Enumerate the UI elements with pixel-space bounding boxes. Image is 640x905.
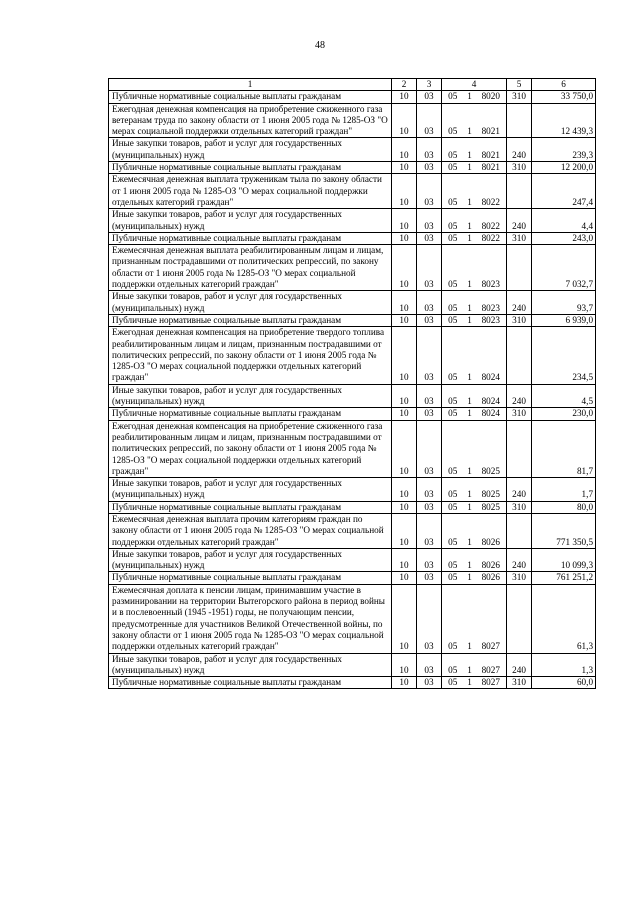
row-amount: 1,7 <box>532 478 596 502</box>
row-subsection: 03 <box>417 548 442 572</box>
row-name: Ежемесячная доплата к пенсии лицам, принимавшим участие в разминировании на территории Вытегорского района в период войны и в послевоенный (1945 -1951) годы, не получающим пенсии, предусмотренные для участников Великой Отечественной войны, по закону области от 1 июня 2005 года № 1285-ОЗ "О мерах социальной поддержки отдельных категорий граждан" <box>109 584 392 653</box>
table-row <box>109 384 596 408</box>
row-expense-type: 310 <box>507 91 532 103</box>
header-col-4: 4 <box>442 79 507 91</box>
row-subprogram: 1 <box>464 548 476 572</box>
row-subsection: 03 <box>417 209 442 233</box>
row-direction: 8021 <box>476 103 507 138</box>
row-subprogram: 1 <box>464 384 476 408</box>
row-program: 05 <box>442 584 464 653</box>
table-row <box>109 653 596 677</box>
row-subsection: 03 <box>417 584 442 653</box>
table-row <box>109 327 596 384</box>
table-row <box>109 677 596 689</box>
row-direction: 8023 <box>476 245 507 291</box>
table-row <box>109 291 596 315</box>
row-subsection: 03 <box>417 653 442 677</box>
header-col-5: 5 <box>507 79 532 91</box>
row-direction: 8027 <box>476 653 507 677</box>
row-program: 05 <box>442 478 464 502</box>
row-expense-type: 310 <box>507 162 532 174</box>
table-row <box>109 408 596 420</box>
row-expense-type: 310 <box>507 501 532 513</box>
row-direction: 8023 <box>476 291 507 315</box>
row-name: Иные закупки товаров, работ и услуг для государственных (муниципальных) нужд <box>109 653 392 677</box>
row-direction: 8024 <box>476 408 507 420</box>
row-section: 10 <box>392 291 417 315</box>
row-expense-type <box>507 103 532 138</box>
row-section: 10 <box>392 174 417 209</box>
row-section: 10 <box>392 232 417 244</box>
row-expense-type: 310 <box>507 677 532 689</box>
row-subsection: 03 <box>417 162 442 174</box>
row-name: Публичные нормативные социальные выплаты гражданам <box>109 314 392 326</box>
row-subsection: 03 <box>417 677 442 689</box>
row-subprogram: 1 <box>464 91 476 103</box>
row-name: Ежегодная денежная компенсация на приобретение сжиженного газа реабилитированным лицам и лицам, признанным пострадавшими от политических репрессий, по закону области от 1 июня 2005 года № 1285-ОЗ "О мерах социальной поддержки отдельных категорий граждан" <box>109 420 392 477</box>
row-subprogram: 1 <box>464 408 476 420</box>
table-row <box>109 420 596 477</box>
row-direction: 8022 <box>476 232 507 244</box>
row-subprogram: 1 <box>464 245 476 291</box>
row-program: 05 <box>442 327 464 384</box>
row-subsection: 03 <box>417 513 442 548</box>
row-subprogram: 1 <box>464 174 476 209</box>
row-subprogram: 1 <box>464 138 476 162</box>
row-amount: 10 099,3 <box>532 548 596 572</box>
row-direction: 8026 <box>476 572 507 584</box>
row-subsection: 03 <box>417 174 442 209</box>
table-row <box>109 245 596 291</box>
row-direction: 8022 <box>476 209 507 233</box>
row-name: Ежемесячная денежная выплата труженикам тыла по закону области от 1 июня 2005 года № 1285-ОЗ "О мерах социальной поддержки отдельных категорий граждан" <box>109 174 392 209</box>
row-direction: 8022 <box>476 174 507 209</box>
row-direction: 8026 <box>476 548 507 572</box>
row-section: 10 <box>392 209 417 233</box>
row-program: 05 <box>442 91 464 103</box>
row-amount: 234,5 <box>532 327 596 384</box>
row-section: 10 <box>392 245 417 291</box>
row-amount: 243,0 <box>532 232 596 244</box>
row-expense-type: 240 <box>507 209 532 233</box>
row-program: 05 <box>442 677 464 689</box>
row-subsection: 03 <box>417 245 442 291</box>
row-direction: 8026 <box>476 513 507 548</box>
row-program: 05 <box>442 513 464 548</box>
page-number: 48 <box>315 40 325 51</box>
row-program: 05 <box>442 174 464 209</box>
row-subsection: 03 <box>417 501 442 513</box>
row-program: 05 <box>442 572 464 584</box>
row-name: Публичные нормативные социальные выплаты гражданам <box>109 408 392 420</box>
row-section: 10 <box>392 138 417 162</box>
row-subprogram: 1 <box>464 420 476 477</box>
table-header-row <box>109 79 596 91</box>
row-section: 10 <box>392 384 417 408</box>
row-section: 10 <box>392 91 417 103</box>
row-section: 10 <box>392 314 417 326</box>
row-amount: 1,3 <box>532 653 596 677</box>
row-program: 05 <box>442 653 464 677</box>
row-name: Ежемесячная денежная выплата прочим категориям граждан по закону области от 1 июня 2005 года № 1285-ОЗ "О мерах социальной поддержки отдельных категорий граждан" <box>109 513 392 548</box>
row-section: 10 <box>392 162 417 174</box>
table-row <box>109 584 596 653</box>
row-amount: 4,4 <box>532 209 596 233</box>
row-expense-type: 240 <box>507 384 532 408</box>
row-subprogram: 1 <box>464 232 476 244</box>
row-amount: 60,0 <box>532 677 596 689</box>
row-amount: 12 200,0 <box>532 162 596 174</box>
row-expense-type: 310 <box>507 232 532 244</box>
row-expense-type: 310 <box>507 408 532 420</box>
row-direction: 8025 <box>476 420 507 477</box>
row-name: Публичные нормативные социальные выплаты гражданам <box>109 232 392 244</box>
table-row <box>109 513 596 548</box>
row-expense-type <box>507 584 532 653</box>
row-name: Публичные нормативные социальные выплаты гражданам <box>109 572 392 584</box>
row-program: 05 <box>442 232 464 244</box>
row-expense-type: 240 <box>507 478 532 502</box>
row-subprogram: 1 <box>464 513 476 548</box>
row-name: Ежемесячная денежная выплата реабилитированным лицам и лицам, признанным пострадавшими от политических репрессий, по закону области от 1 июня 2005 года № 1285-ОЗ "О мерах социальной поддержки отдельных категорий граждан" <box>109 245 392 291</box>
row-amount: 247,4 <box>532 174 596 209</box>
header-col-3: 3 <box>417 79 442 91</box>
row-subprogram: 1 <box>464 162 476 174</box>
row-subprogram: 1 <box>464 291 476 315</box>
row-direction: 8024 <box>476 384 507 408</box>
row-expense-type: 310 <box>507 572 532 584</box>
row-direction: 8027 <box>476 677 507 689</box>
row-program: 05 <box>442 420 464 477</box>
row-section: 10 <box>392 513 417 548</box>
row-section: 10 <box>392 548 417 572</box>
row-expense-type: 240 <box>507 291 532 315</box>
budget-table <box>108 78 596 689</box>
row-name: Иные закупки товаров, работ и услуг для государственных (муниципальных) нужд <box>109 138 392 162</box>
row-section: 10 <box>392 103 417 138</box>
row-subprogram: 1 <box>464 653 476 677</box>
header-col-6: 6 <box>532 79 596 91</box>
row-program: 05 <box>442 548 464 572</box>
row-amount: 4,5 <box>532 384 596 408</box>
row-expense-type <box>507 245 532 291</box>
table-row <box>109 314 596 326</box>
row-section: 10 <box>392 408 417 420</box>
row-name: Иные закупки товаров, работ и услуг для государственных (муниципальных) нужд <box>109 209 392 233</box>
row-expense-type <box>507 420 532 477</box>
row-section: 10 <box>392 653 417 677</box>
row-subprogram: 1 <box>464 572 476 584</box>
row-name: Иные закупки товаров, работ и услуг для государственных (муниципальных) нужд <box>109 478 392 502</box>
row-subprogram: 1 <box>464 103 476 138</box>
row-direction: 8025 <box>476 501 507 513</box>
row-program: 05 <box>442 291 464 315</box>
row-expense-type: 310 <box>507 314 532 326</box>
row-direction: 8025 <box>476 478 507 502</box>
row-program: 05 <box>442 384 464 408</box>
row-subsection: 03 <box>417 138 442 162</box>
row-direction: 8023 <box>476 314 507 326</box>
table-row <box>109 501 596 513</box>
row-name: Ежегодная денежная компенсация на приобретение твердого топлива реабилитированным лицам и лицам, признанным пострадавшими от политических репрессий, по закону области от 1 июня 2005 года № 1285-ОЗ "О мерах социальной поддержки отдельных категорий граждан" <box>109 327 392 384</box>
row-name: Публичные нормативные социальные выплаты гражданам <box>109 677 392 689</box>
row-subsection: 03 <box>417 572 442 584</box>
row-direction: 8020 <box>476 91 507 103</box>
row-subsection: 03 <box>417 478 442 502</box>
row-amount: 771 350,5 <box>532 513 596 548</box>
row-name: Иные закупки товаров, работ и услуг для государственных (муниципальных) нужд <box>109 291 392 315</box>
row-section: 10 <box>392 584 417 653</box>
table-row <box>109 103 596 138</box>
table-row <box>109 138 596 162</box>
row-amount: 230,0 <box>532 408 596 420</box>
row-expense-type <box>507 327 532 384</box>
row-expense-type: 240 <box>507 653 532 677</box>
row-subprogram: 1 <box>464 209 476 233</box>
row-amount: 80,0 <box>532 501 596 513</box>
row-name: Публичные нормативные социальные выплаты гражданам <box>109 501 392 513</box>
row-amount: 7 032,7 <box>532 245 596 291</box>
row-amount: 33 750,0 <box>532 91 596 103</box>
row-expense-type <box>507 174 532 209</box>
row-subprogram: 1 <box>464 314 476 326</box>
row-amount: 81,7 <box>532 420 596 477</box>
row-section: 10 <box>392 478 417 502</box>
row-subsection: 03 <box>417 408 442 420</box>
row-expense-type: 240 <box>507 138 532 162</box>
row-subprogram: 1 <box>464 501 476 513</box>
row-expense-type <box>507 513 532 548</box>
row-subprogram: 1 <box>464 677 476 689</box>
row-section: 10 <box>392 572 417 584</box>
row-subsection: 03 <box>417 232 442 244</box>
row-section: 10 <box>392 501 417 513</box>
row-name: Публичные нормативные социальные выплаты гражданам <box>109 162 392 174</box>
row-program: 05 <box>442 138 464 162</box>
row-program: 05 <box>442 501 464 513</box>
row-amount: 61,3 <box>532 584 596 653</box>
row-program: 05 <box>442 103 464 138</box>
row-program: 05 <box>442 209 464 233</box>
table-row <box>109 572 596 584</box>
header-col-2: 2 <box>392 79 417 91</box>
row-name: Публичные нормативные социальные выплаты гражданам <box>109 91 392 103</box>
row-name: Ежегодная денежная компенсация на приобретение сжиженного газа ветеранам труда по закону области от 1 июня 2005 года № 1285-ОЗ "О мерах социальной поддержки отдельных категорий граждан" <box>109 103 392 138</box>
row-subsection: 03 <box>417 314 442 326</box>
row-subsection: 03 <box>417 327 442 384</box>
row-program: 05 <box>442 314 464 326</box>
table-row <box>109 548 596 572</box>
row-amount: 93,7 <box>532 291 596 315</box>
row-program: 05 <box>442 245 464 291</box>
row-subsection: 03 <box>417 384 442 408</box>
row-name: Иные закупки товаров, работ и услуг для государственных (муниципальных) нужд <box>109 384 392 408</box>
row-section: 10 <box>392 327 417 384</box>
row-direction: 8021 <box>476 162 507 174</box>
row-amount: 239,3 <box>532 138 596 162</box>
row-section: 10 <box>392 420 417 477</box>
row-subprogram: 1 <box>464 478 476 502</box>
row-expense-type: 240 <box>507 548 532 572</box>
row-direction: 8027 <box>476 584 507 653</box>
table-row <box>109 174 596 209</box>
row-program: 05 <box>442 408 464 420</box>
row-subsection: 03 <box>417 420 442 477</box>
table-row <box>109 209 596 233</box>
row-name: Иные закупки товаров, работ и услуг для государственных (муниципальных) нужд <box>109 548 392 572</box>
row-direction: 8024 <box>476 327 507 384</box>
table-row <box>109 478 596 502</box>
row-subsection: 03 <box>417 291 442 315</box>
row-subprogram: 1 <box>464 584 476 653</box>
row-section: 10 <box>392 677 417 689</box>
row-direction: 8021 <box>476 138 507 162</box>
header-col-1: 1 <box>109 79 392 91</box>
row-subprogram: 1 <box>464 327 476 384</box>
row-amount: 6 939,0 <box>532 314 596 326</box>
table-row <box>109 91 596 103</box>
row-subsection: 03 <box>417 91 442 103</box>
table-row <box>109 232 596 244</box>
row-amount: 12 439,3 <box>532 103 596 138</box>
row-program: 05 <box>442 162 464 174</box>
row-amount: 761 251,2 <box>532 572 596 584</box>
row-subsection: 03 <box>417 103 442 138</box>
table-row <box>109 162 596 174</box>
